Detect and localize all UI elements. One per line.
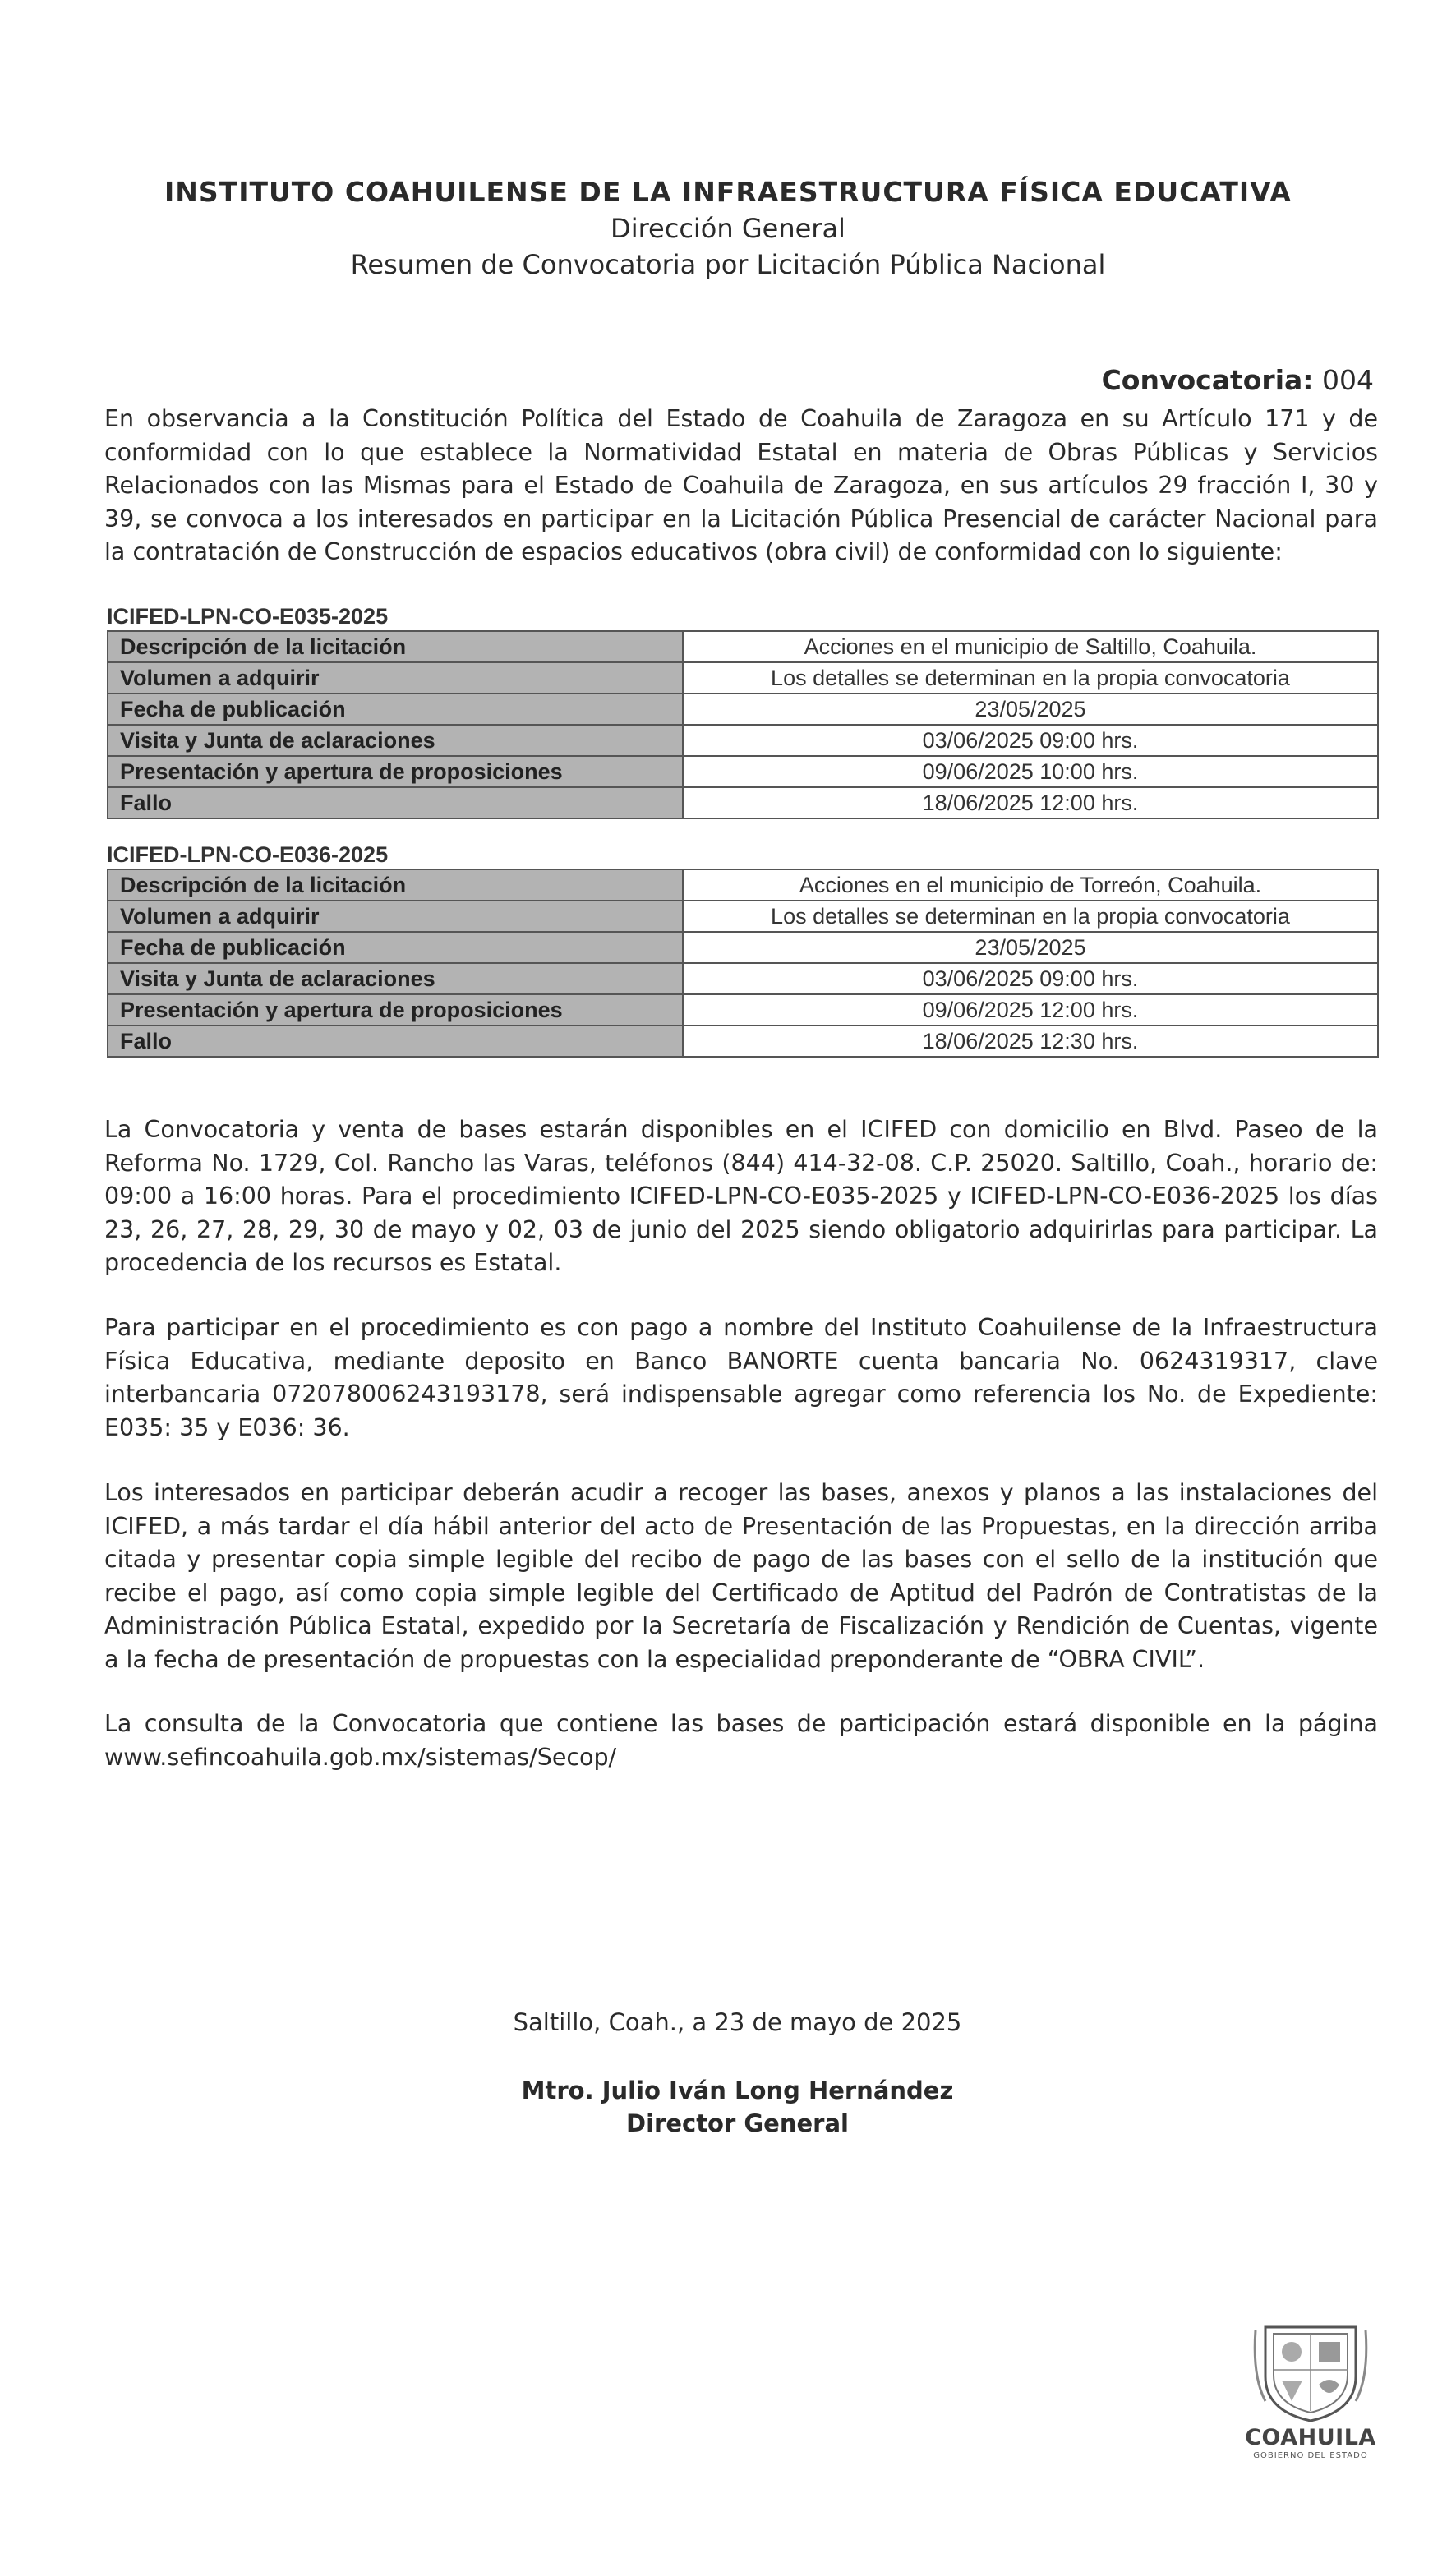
table-row	[108, 994, 1378, 1026]
table-row	[108, 756, 1378, 787]
row-value: Los detalles se determinan en la propia convocatoria	[683, 901, 1378, 932]
row-value: 23/05/2025	[683, 694, 1378, 725]
table-row	[108, 869, 1378, 901]
signature-block	[0, 2074, 1456, 2140]
logo-wordmark: COAHUILA	[1245, 2425, 1376, 2450]
document-title: Resumen de Convocatoria por Licitación Pública Nacional	[350, 249, 1106, 280]
tender-block-e036	[107, 841, 1379, 1058]
row-label: Visita y Junta de aclaraciones	[108, 725, 683, 756]
row-label: Volumen a adquirir	[108, 901, 683, 932]
row-label: Presentación y apertura de proposiciones	[108, 756, 683, 787]
table-row	[108, 963, 1378, 994]
tender-code: ICIFED-LPN-CO-E035-2025	[107, 604, 389, 629]
row-label: Fallo	[108, 1026, 683, 1057]
row-label: Presentación y apertura de proposiciones	[108, 994, 683, 1026]
row-label: Volumen a adquirir	[108, 662, 683, 694]
tender-table	[107, 869, 1379, 1058]
row-value: Acciones en el municipio de Saltillo, Coahuila.	[683, 631, 1378, 662]
tender-block-e035	[107, 602, 1379, 819]
row-label: Descripción de la licitación	[108, 631, 683, 662]
row-value: 03/06/2025 09:00 hrs.	[683, 725, 1378, 756]
tender-code: ICIFED-LPN-CO-E036-2025	[107, 842, 389, 867]
table-row	[108, 631, 1378, 662]
row-label: Fecha de publicación	[108, 932, 683, 963]
convocatoria-number	[1102, 364, 1374, 396]
table-row	[108, 787, 1378, 818]
place-date: Saltillo, Coah., a 23 de mayo de 2025	[513, 2008, 962, 2036]
coahuila-coat-of-arms-icon	[1249, 2319, 1372, 2426]
row-label: Descripción de la licitación	[108, 869, 683, 901]
coahuila-logo	[1233, 2319, 1389, 2462]
row-value: 23/05/2025	[683, 932, 1378, 963]
tender-table	[107, 630, 1379, 819]
row-value: Acciones en el municipio de Torreón, Coahuila.	[683, 869, 1378, 901]
table-row	[108, 1026, 1378, 1057]
row-value: 03/06/2025 09:00 hrs.	[683, 963, 1378, 994]
availability-paragraph: La Convocatoria y venta de bases estarán disponibles en el ICIFED con domicilio en Blvd. Paseo de la Reforma No. 1729, Col. Rancho las Varas, teléfonos (844) 414-32-08. C.P. 25020. Saltillo, Coah., horario de: 09:00 a 16:00 horas. Para el procedimiento ICIFED-LPN-CO-E035-2025 y ICIFED-LPN-CO-E036-2025 los días 23, 26, 27, 28, 29, 30 de mayo y 02, 03 de junio del 2025 siendo obligatorio adquirirlas para participar. La procedencia de los recursos es Estatal.	[104, 1116, 1378, 1276]
payment-paragraph: Para participar en el procedimiento es con pago a nombre del Instituto Coahuilense de la Infraestructura Física Educativa, mediante deposito en Banco BANORTE cuenta bancaria No. 0624319317, clave interbancaria 072078006243193178, será indispensable agregar como referencia los No. de Expediente: E035: 35 y E036: 36.	[104, 1314, 1378, 1441]
organization-name: INSTITUTO COAHUILENSE DE LA INFRAESTRUCTURA FÍSICA EDUCATIVA	[164, 176, 1292, 208]
row-label: Fallo	[108, 787, 683, 818]
row-label: Fecha de publicación	[108, 694, 683, 725]
logo-tagline: GOBIERNO DEL ESTADO	[1253, 2451, 1368, 2460]
table-row	[108, 725, 1378, 756]
document-header	[0, 174, 1456, 283]
row-value: 09/06/2025 10:00 hrs.	[683, 756, 1378, 787]
row-label: Visita y Junta de aclaraciones	[108, 963, 683, 994]
consultation-paragraph: La consulta de la Convocatoria que contiene las bases de participación estará disponible en la página www.sefincoahuila.gob.mx/sistemas/Secop/	[104, 1710, 1378, 1771]
signer-title: Director General	[626, 2109, 849, 2137]
table-row	[108, 694, 1378, 725]
row-value: 18/06/2025 12:00 hrs.	[683, 787, 1378, 818]
table-row	[108, 901, 1378, 932]
convocatoria-label: Convocatoria:	[1101, 364, 1314, 396]
requirements-paragraph: Los interesados en participar deberán acudir a recoger las bases, anexos y planos a las instalaciones del ICIFED, a más tardar el día hábil anterior del acto de Presentación de las Propuestas, en la dirección arriba citada y presentar copia simple legible del recibo de pago de las bases con el sello de la institución que recibe el pago, así como copia simple legible del Certificado de Aptitud del Padrón de Contratistas de la Administración Pública Estatal, expedido por la Secretaría de Fiscalización y Rendición de Cuentas, vigente a la fecha de presentación de propuestas con la especialidad preponderante de “OBRA CIVIL”.	[104, 1479, 1378, 1673]
row-value: 18/06/2025 12:30 hrs.	[683, 1026, 1378, 1057]
table-row	[108, 662, 1378, 694]
table-row	[108, 932, 1378, 963]
convocatoria-value: 004	[1322, 364, 1374, 396]
signer-name: Mtro. Julio Iván Long Hernández	[521, 2076, 954, 2104]
department-name: Dirección General	[611, 213, 845, 244]
row-value: Los detalles se determinan en la propia convocatoria	[683, 662, 1378, 694]
intro-paragraph: En observancia a la Constitución Política del Estado de Coahuila de Zaragoza en su Artículo 171 y de conformidad con lo que establece la Normatividad Estatal en materia de Obras Públicas y Servicios Relacionados con las Mismas para el Estado de Coahuila de Zaragoza, en sus artículos 29 fracción I, 30 y 39, se convoca a los interesados en participar en la Licitación Pública Presencial de carácter Nacional para la contratación de Construcción de espacios educativos (obra civil) de conformidad con lo siguiente:	[104, 405, 1378, 565]
row-value: 09/06/2025 12:00 hrs.	[683, 994, 1378, 1026]
